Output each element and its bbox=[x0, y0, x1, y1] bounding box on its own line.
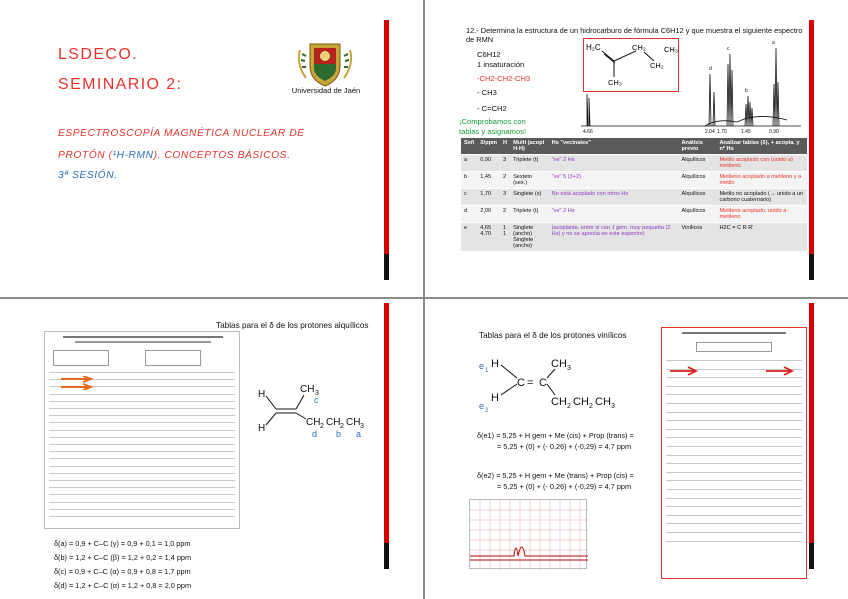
svg-text:H: H bbox=[491, 392, 499, 404]
nmr-spectrum bbox=[577, 34, 805, 136]
svg-text:0.90: 0.90 bbox=[769, 129, 779, 135]
alkene-diagram bbox=[477, 351, 617, 415]
svg-text:H₂C: H₂C bbox=[586, 43, 601, 52]
accent-bar bbox=[384, 20, 389, 254]
formula-label: C6H12 bbox=[477, 50, 501, 59]
col-tables: Analizar tablas (δ), + acopla. y nº Hs bbox=[717, 138, 807, 155]
table-rule bbox=[49, 408, 235, 409]
svg-text:3: 3 bbox=[567, 365, 571, 372]
table-rule bbox=[666, 541, 802, 542]
svg-text:a: a bbox=[772, 40, 775, 46]
accent-bar-tip bbox=[809, 543, 814, 569]
table-rule bbox=[49, 430, 235, 431]
svg-text:1: 1 bbox=[485, 368, 489, 374]
svg-text:CH: CH bbox=[595, 396, 611, 408]
accent-bar-tip bbox=[384, 543, 389, 569]
signal-cell: a bbox=[461, 155, 477, 172]
svg-text:d: d bbox=[709, 66, 712, 72]
check-note: ¡Comprobamos con tablas y asignamos! bbox=[459, 117, 527, 136]
shift-cell: 0,90 bbox=[477, 155, 500, 172]
table-rule bbox=[49, 415, 235, 416]
logo-caption: Universidad de Jaén bbox=[291, 86, 361, 95]
neighbors-cell: (acoplante, entre sí con J gem. muy pequeña (2 Hz) y no se aprecia en este espectro) bbox=[549, 223, 679, 252]
col-multiplicity: Multi (acopl H-H) bbox=[510, 138, 549, 155]
svg-text:CH: CH bbox=[551, 358, 567, 370]
table-rule bbox=[666, 489, 802, 490]
svg-text:C: C bbox=[517, 377, 525, 389]
table-rule bbox=[49, 437, 235, 438]
table-rule bbox=[49, 372, 235, 373]
svg-text:a: a bbox=[356, 429, 362, 439]
svg-text:H: H bbox=[491, 358, 499, 370]
table-rule bbox=[666, 437, 802, 438]
vertical-divider bbox=[423, 0, 425, 599]
svg-text:2: 2 bbox=[340, 423, 344, 430]
svg-text:d: d bbox=[312, 429, 318, 439]
table-analysis-cell: H2C = C R R' bbox=[717, 223, 807, 252]
svg-text:CH: CH bbox=[326, 417, 341, 428]
svg-text:CH: CH bbox=[300, 384, 315, 395]
molecule-diagram bbox=[256, 379, 376, 449]
neighbors-cell: "ve" 2 Hs bbox=[549, 206, 679, 223]
col-analysis: Análisis previo bbox=[678, 138, 716, 155]
accent-bar bbox=[384, 303, 389, 543]
svg-text:b: b bbox=[745, 88, 748, 94]
table-rule bbox=[49, 394, 235, 395]
delta-e2-eq: δ(e2) = 5,25 + H gem + Me (trans) + Prop (cis) = bbox=[477, 471, 634, 480]
svg-text:4.66: 4.66 bbox=[583, 129, 593, 135]
slide-1-title bbox=[0, 0, 423, 297]
accent-bar bbox=[809, 20, 814, 254]
table-rule bbox=[49, 502, 235, 503]
h-count-cell: 1 1 bbox=[500, 223, 510, 252]
table-rule bbox=[49, 494, 235, 495]
svg-text:2: 2 bbox=[320, 423, 324, 430]
signal-cell: c bbox=[461, 189, 477, 206]
multiplicity-cell: Triplete (t) bbox=[510, 206, 549, 223]
shift-cell: 2,00 bbox=[477, 206, 500, 223]
table-rule bbox=[666, 532, 802, 533]
table-rule bbox=[49, 516, 235, 517]
svg-text:=: = bbox=[527, 377, 534, 389]
fragment-propyl: -CH2-CH2-CH3 bbox=[477, 74, 531, 83]
analysis-cell: Vinílicos bbox=[678, 223, 716, 252]
table-rule bbox=[49, 509, 235, 510]
table-rule bbox=[49, 480, 235, 481]
svg-text:CH₂: CH₂ bbox=[632, 43, 646, 52]
col-h: H bbox=[500, 138, 510, 155]
delta-c-eq: δ(c) = 0,9 + C–C (α) = 0,9 + 0,8 = 1,7 ppm bbox=[54, 567, 191, 576]
col-shift: δ/ppm bbox=[477, 138, 500, 155]
table-row bbox=[461, 155, 807, 172]
svg-text:2: 2 bbox=[485, 408, 489, 414]
session-label: 3ª SESIÓN. bbox=[58, 170, 118, 181]
vinyl-shift-table-image bbox=[661, 327, 807, 579]
alkyl-shift-table-image bbox=[44, 331, 240, 529]
table-rule bbox=[666, 480, 802, 481]
neighbors-cell: No está acoplado con otros Hs bbox=[549, 189, 679, 206]
delta-b-eq: δ(b) = 1,2 + C–C (β) = 1,2 + 0,2 = 1,4 ppm bbox=[54, 553, 192, 562]
table-rule bbox=[666, 360, 802, 361]
table-analysis-cell: Metileno acoplado a metileno y a metilo bbox=[717, 172, 807, 189]
signal-cell: b bbox=[461, 172, 477, 189]
svg-text:1.70: 1.70 bbox=[717, 129, 727, 135]
table-rule bbox=[666, 420, 802, 421]
svg-text:2: 2 bbox=[567, 403, 571, 410]
seminar-title: SEMINARIO 2: bbox=[58, 76, 183, 93]
analysis-cell: Alquílicos bbox=[678, 206, 716, 223]
table-row bbox=[461, 206, 807, 223]
svg-text:2: 2 bbox=[589, 403, 593, 410]
table-rule bbox=[666, 455, 802, 456]
fragment-alkene: - C=CH2 bbox=[477, 104, 507, 113]
svg-text:CH: CH bbox=[573, 396, 589, 408]
table-rule bbox=[666, 412, 802, 413]
accent-bar-tip bbox=[384, 254, 389, 280]
svg-text:c: c bbox=[314, 395, 319, 405]
table-rule bbox=[666, 386, 802, 387]
table-rule bbox=[49, 458, 235, 459]
table-rule bbox=[49, 422, 235, 423]
unsaturation-label: 1 insaturación bbox=[477, 60, 525, 69]
svg-text:3: 3 bbox=[315, 390, 319, 397]
svg-text:c: c bbox=[727, 46, 730, 52]
table-analysis-cell: Metileno acoplado, unido a metileno bbox=[717, 206, 807, 223]
table-rule bbox=[666, 446, 802, 447]
slide-3-alkyl-tables bbox=[0, 299, 423, 599]
svg-text:1.45: 1.45 bbox=[741, 129, 751, 135]
subtitle-line-1: ESPECTROSCOPÍA MAGNÉTICA NUCLEAR DE bbox=[58, 128, 305, 139]
course-title: LSDECO. bbox=[58, 46, 139, 63]
slide-title: Tablas para el δ de los protones vinílicos bbox=[479, 331, 627, 340]
shift-cell: 1,45 bbox=[477, 172, 500, 189]
table-rule bbox=[666, 523, 802, 524]
accent-bar-tip bbox=[809, 254, 814, 280]
table-rule bbox=[666, 506, 802, 507]
slide-2-problem bbox=[425, 0, 848, 297]
table-analysis-cell: Metilo no acoplado (→ unido a un carbono cuaternario) bbox=[717, 189, 807, 206]
h-count-cell: 3 bbox=[500, 155, 510, 172]
table-rule bbox=[666, 429, 802, 430]
table-rule bbox=[666, 403, 802, 404]
h-count-cell: 2 bbox=[500, 172, 510, 189]
multiplicity-cell: Singlete (ancho) Singlete (ancho) bbox=[510, 223, 549, 252]
neighbors-cell: "ve" 5 (3+2) bbox=[549, 172, 679, 189]
neighbors-cell: "ve" 2 Hs bbox=[549, 155, 679, 172]
svg-text:b: b bbox=[336, 429, 342, 439]
accent-bar bbox=[809, 303, 814, 543]
table-row bbox=[461, 172, 807, 189]
svg-text:2.04: 2.04 bbox=[705, 129, 715, 135]
analysis-cell: Alquílicos bbox=[678, 189, 716, 206]
mini-spectrum-image bbox=[469, 499, 587, 569]
table-rule bbox=[666, 515, 802, 516]
table-row bbox=[461, 189, 807, 206]
shift-cell: 4,65 4,70 bbox=[477, 223, 500, 252]
delta-d-eq: δ(d) = 1,2 + C–C (α) = 1,2 + 0,8 = 2,0 ppm bbox=[54, 581, 192, 590]
multiplicity-cell: Triplete (t) bbox=[510, 155, 549, 172]
signal-cell: e bbox=[461, 223, 477, 252]
slide-title: Tablas para el δ de los protones alquílicos bbox=[216, 321, 369, 330]
table-rule bbox=[49, 444, 235, 445]
multiplicity-cell: Singlete (s) bbox=[510, 189, 549, 206]
svg-text:CH: CH bbox=[551, 396, 567, 408]
slide-4-vinyl-tables bbox=[425, 299, 848, 599]
fragment-methyl: - CH3 bbox=[477, 88, 497, 97]
table-rule bbox=[666, 463, 802, 464]
svg-text:3: 3 bbox=[360, 423, 364, 430]
signal-cell: d bbox=[461, 206, 477, 223]
svg-text:e: e bbox=[479, 401, 485, 411]
svg-text:e: e bbox=[479, 361, 485, 371]
analysis-cell: Alquílicos bbox=[678, 155, 716, 172]
nmr-analysis-table bbox=[461, 138, 807, 251]
table-row bbox=[461, 223, 807, 252]
svg-text:CH₃: CH₃ bbox=[608, 78, 622, 87]
subtitle-line-2: PROTÓN (¹H-RMN). CONCEPTOS BÁSICOS. bbox=[58, 150, 291, 161]
svg-text:CH: CH bbox=[306, 417, 321, 428]
svg-text:CH: CH bbox=[346, 417, 361, 428]
problem-statement: 12.- Determina la estructura de un hidrocarburo de fórmula C6H12 y que muestra el siguiente espectro de RMN bbox=[466, 26, 803, 44]
svg-text:CH₂: CH₂ bbox=[650, 61, 664, 70]
delta-e1-eq: δ(e1) = 5,25 + H gem + Me (cis) + Prop (trans) = bbox=[477, 431, 634, 440]
svg-text:CH₃: CH₃ bbox=[664, 45, 678, 54]
table-rule bbox=[49, 466, 235, 467]
table-rule bbox=[49, 473, 235, 474]
h-count-cell: 2 bbox=[500, 206, 510, 223]
col-neighbors: Hs "vecinales" bbox=[549, 138, 679, 155]
table-rule bbox=[49, 401, 235, 402]
multiplicity-cell: Sexteto (sex.) bbox=[510, 172, 549, 189]
delta-e2-result: = 5,25 + (0) + (- 0,26) + (-0,29) = 4,7 ppm bbox=[497, 482, 632, 491]
svg-text:H: H bbox=[258, 389, 266, 400]
svg-text:H: H bbox=[258, 423, 266, 434]
shift-cell: 1,70 bbox=[477, 189, 500, 206]
table-rule bbox=[666, 394, 802, 395]
svg-text:3: 3 bbox=[611, 403, 615, 410]
svg-text:C: C bbox=[539, 377, 547, 389]
table-analysis-cell: Metilo acoplado con (unido a) metileno bbox=[717, 155, 807, 172]
horizontal-divider bbox=[0, 297, 848, 299]
table-rule bbox=[666, 498, 802, 499]
delta-a-eq: δ(a) = 0,9 + C–C (γ) = 0,9 + 0,1 = 1,0 ppm bbox=[54, 539, 191, 548]
table-rule bbox=[49, 451, 235, 452]
h-count-cell: 3 bbox=[500, 189, 510, 206]
delta-e1-result: = 5,25 + (0) + (- 0,26) + (-0,29) = 4,7 ppm bbox=[497, 442, 632, 451]
analysis-cell: Alquílicos bbox=[678, 172, 716, 189]
col-signal: Señ bbox=[461, 138, 477, 155]
table-rule bbox=[49, 487, 235, 488]
table-rule bbox=[666, 472, 802, 473]
